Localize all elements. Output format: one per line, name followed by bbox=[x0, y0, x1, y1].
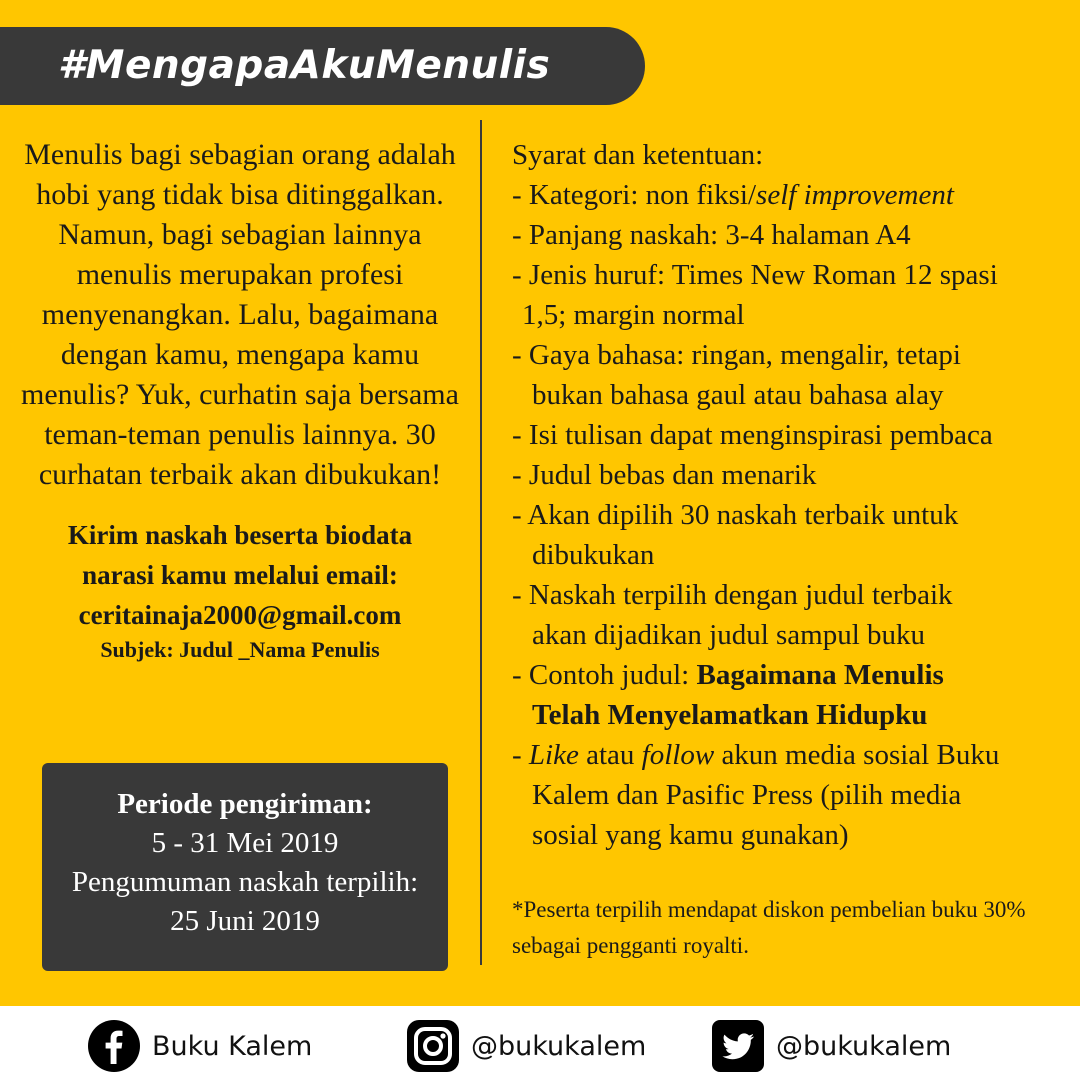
term-font: - Jenis huruf: Times New Roman 12 spasi bbox=[512, 259, 998, 291]
facebook-label: Buku Kalem bbox=[152, 1030, 313, 1062]
term-example-cont bbox=[512, 695, 1067, 735]
twitter-link[interactable] bbox=[712, 1021, 951, 1071]
announce-date: 25 Juni 2019 bbox=[170, 905, 320, 937]
term-cover: - Naskah terpilih dengan judul terbaik bbox=[512, 579, 953, 611]
term-category-italic: self improvement bbox=[756, 179, 954, 211]
term-category-text: - Kategori: non fiksi/ bbox=[512, 179, 757, 211]
instagram-label: @bukukalem bbox=[471, 1030, 647, 1062]
term-length: - Panjang naskah: 3-4 halaman A4 bbox=[512, 219, 911, 251]
left-column bbox=[20, 135, 460, 665]
term-font-cont: 1,5; margin normal bbox=[522, 299, 745, 331]
instagram-link[interactable] bbox=[407, 1021, 646, 1071]
term-style-cont: bukan bahasa gaul atau bahasa alay bbox=[532, 379, 944, 411]
announce-label: Pengumuman naskah terpilih: bbox=[71, 866, 419, 898]
column-divider bbox=[480, 120, 482, 965]
term-like-cont-1: Kalem dan Pasific Press (pilih media bbox=[532, 779, 962, 811]
period-dates: 5 - 31 Mei 2019 bbox=[151, 827, 339, 859]
term-like-mid: atau bbox=[578, 739, 642, 771]
term-selected-cont: dibukukan bbox=[532, 539, 655, 571]
instagram-icon bbox=[407, 1020, 459, 1072]
term-example bbox=[512, 655, 1067, 695]
term-example-text: - Contoh judul: bbox=[512, 659, 697, 691]
term-like-dash: - bbox=[512, 739, 529, 771]
term-title-free: - Judul bebas dan menarik bbox=[512, 459, 817, 491]
email-subject: Subjek: Judul _Nama Penulis bbox=[100, 637, 380, 662]
term-cover-cont: akan dijadikan judul sampul buku bbox=[532, 619, 926, 651]
intro-text: Menulis bagi sebagian orang adalah hobi yang tidak bisa ditinggalkan. Namun, bagi sebagian lainnya menulis merupakan profesi menyenangkan. Lalu, bagaimana dengan kamu, mengapa kamu menulis? Yuk, curhatin saja bersama teman-teman penulis lainnya. 30 curhatan terbaik akan dibukukan! bbox=[21, 138, 459, 491]
terms-heading: Syarat dan ketentuan: bbox=[512, 139, 764, 171]
term-like-cont-2: sosial yang kamu gunakan) bbox=[532, 819, 849, 851]
facebook-icon bbox=[88, 1020, 140, 1072]
email-address[interactable]: ceritainaja2000@gmail.com bbox=[78, 600, 402, 630]
period-label: Periode pengiriman: bbox=[117, 788, 373, 820]
title-banner bbox=[0, 27, 645, 105]
submission-info bbox=[20, 515, 460, 635]
social-footer bbox=[0, 1006, 1080, 1080]
term-like bbox=[512, 735, 1067, 775]
term-like-word: Like bbox=[528, 739, 579, 771]
term-example-bold: Bagaimana Menulis bbox=[696, 659, 944, 691]
twitter-icon bbox=[712, 1020, 764, 1072]
term-like-rest: akun media sosial Buku bbox=[714, 739, 1000, 771]
page-title: #MengapaAkuMenulis bbox=[58, 43, 551, 88]
twitter-label: @bukukalem bbox=[776, 1030, 952, 1062]
facebook-link[interactable] bbox=[88, 1021, 312, 1071]
send-line-2: narasi kamu melalui email: bbox=[82, 560, 398, 590]
send-line-1: Kirim naskah beserta biodata bbox=[67, 520, 413, 550]
royalty-note: *Peserta terpilih mendapat diskon pembelian buku 30% sebagai pengganti royalti. bbox=[512, 897, 1026, 958]
term-content: - Isi tulisan dapat menginspirasi pembaca bbox=[512, 419, 993, 451]
term-category bbox=[512, 175, 1067, 215]
period-box bbox=[42, 763, 448, 971]
term-follow-word: follow bbox=[641, 739, 715, 771]
terms-list bbox=[512, 135, 1067, 855]
term-style: - Gaya bahasa: ringan, mengalir, tetapi bbox=[512, 339, 961, 371]
term-example-bold-2: Telah Menyelamatkan Hidupku bbox=[532, 699, 928, 731]
term-selected: - Akan dipilih 30 naskah terbaik untuk bbox=[512, 499, 959, 531]
